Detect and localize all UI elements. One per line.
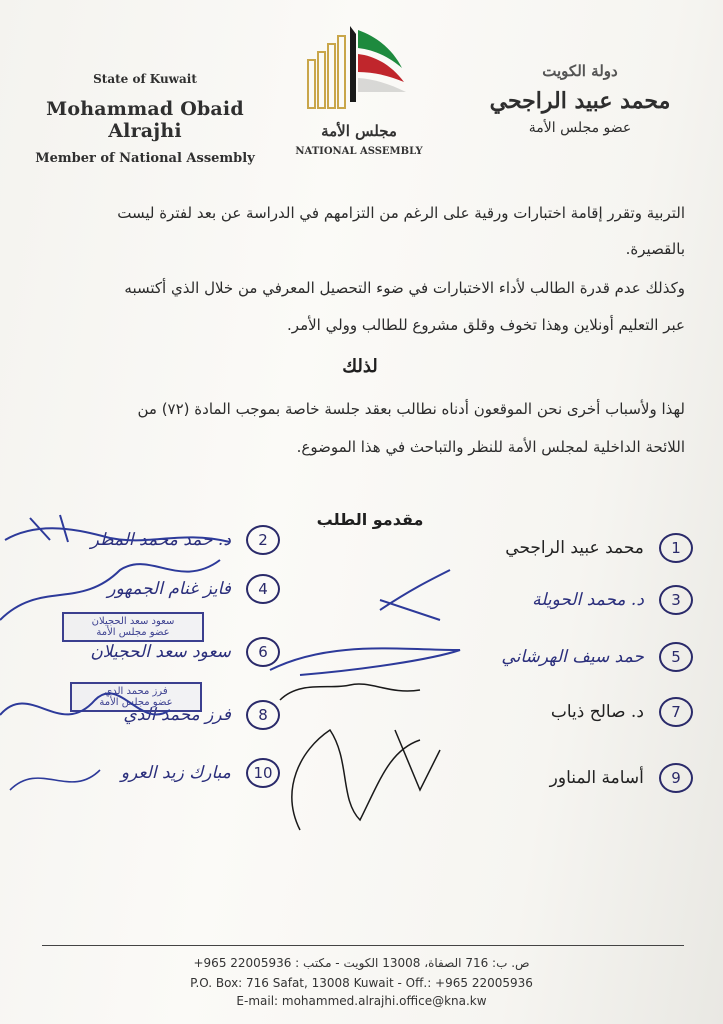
signatory-name: فرز محمد الدي (123, 705, 231, 725)
signatory-name: مبارك زيد العرو (120, 763, 231, 783)
signatory-number: 2 (246, 525, 280, 555)
signatory-number: 7 (659, 697, 693, 727)
signatory-number: 10 (246, 758, 280, 788)
footer-address-en: P.O. Box: 716 Safat, 13008 Kuwait - Off.: +965 22005936 (190, 976, 533, 990)
section-heading: لذلك (342, 356, 378, 377)
paragraph-2-line-2: عبر التعليم أونلاين وهذا تخوف وقلق مشروع للطالب وولي الأمر. (287, 316, 685, 334)
stamp-line: عضو مجلس الأمة (99, 697, 173, 708)
signatory-number: 8 (246, 700, 280, 730)
header-english (20, 70, 270, 166)
handwritten-signatures (0, 500, 723, 840)
signatory-number: 4 (246, 574, 280, 604)
stamp-line: عضو مجلس الأمة (96, 627, 170, 638)
national-assembly-logo (294, 22, 424, 162)
signatory-name: د. حمد محمد المطر (90, 530, 231, 550)
member-title-en: Member of National Assembly (35, 151, 255, 166)
footer-address-ar: ص. ب: 716 الصفاة، 13008 الكويت - مكتب : 22005936 965+ (193, 956, 530, 970)
signatory-name: د. محمد الحويلة (532, 590, 644, 610)
member-title-ar: عضو مجلس الأمة (528, 120, 632, 136)
signatory-number: 9 (659, 763, 693, 793)
stamp-line: سعود سعد الحجيلان (91, 616, 175, 627)
paragraph-3-line-2: اللائحة الداخلية لمجلس الأمة للنظر والتباحث في هذا الموضوع. (296, 438, 685, 456)
footer-email: E-mail: mohammed.alrajhi.office@kna.kw (236, 994, 487, 1008)
signatory-number: 5 (659, 642, 693, 672)
member-name-ar: محمد عبيد الراجحي (489, 88, 671, 114)
footer-divider (42, 945, 684, 946)
logo-text-ar: مجلس الأمة (321, 122, 397, 140)
signatory-number: 6 (246, 637, 280, 667)
signatory-name: د. صالح ذياب (550, 702, 644, 722)
paragraph-2-line-1: وكذلك عدم قدرة الطالب لأداء الاختبارات في ضوء التحصيل المعرفي من خلال الذي أكتسبه (124, 279, 685, 297)
signatory-name: سعود سعد الحجيلان (90, 642, 231, 662)
state-label-ar: دولة الكويت (542, 62, 618, 80)
paragraph-1-line-2: بالقصيرة. (625, 240, 685, 258)
header-arabic (465, 62, 695, 136)
submitters-heading: مقدمو الطلب (316, 510, 424, 529)
state-label-en: State of Kuwait (93, 72, 197, 86)
logo-text-en: NATIONAL ASSEMBLY (295, 146, 423, 157)
assembly-emblem-icon (294, 22, 424, 122)
signatory-name: أسامة المناور (549, 768, 644, 788)
signatory-number: 1 (659, 533, 693, 563)
paragraph-1-line-1: التربية وتقرر إقامة اختبارات ورقية على الرغم من التزامهم في الدراسة عن بعد لفترة ليست (117, 204, 685, 222)
signatory-name: محمد عبيد الراجحي (505, 538, 644, 558)
signatory-name: حمد سيف الهرشاني (501, 647, 644, 667)
signatory-name: فايز غنام الجمهور (107, 579, 231, 599)
stamp-line: فرز محمد الدي (104, 686, 168, 697)
signatory-number: 3 (659, 585, 693, 615)
paragraph-3-line-1: لهذا ولأسباب أخرى نحن الموقعون أدناه نطالب بعقد جلسة خاصة بموجب المادة (٧٢) من (137, 400, 685, 418)
member-name-en: Mohammad Obaid Alrajhi (46, 98, 244, 142)
